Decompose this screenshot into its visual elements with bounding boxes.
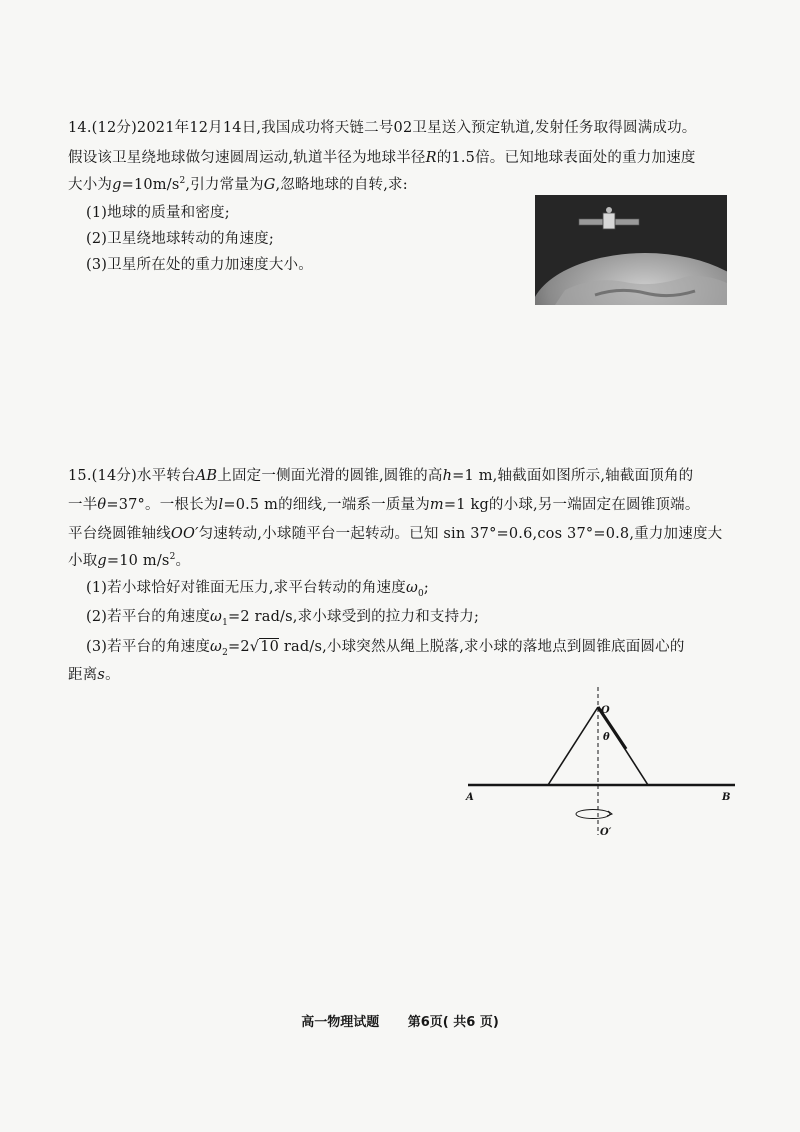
q15-line-8: 距离s。: [68, 667, 120, 683]
page-number: 第6页( 共6 页): [407, 1015, 499, 1030]
q15-line-3: 平台绕圆锥轴线OO′匀速转动,小球随平台一起转动。已知 sin 37°=0.6,cos 37°=0.8,重力加速度大: [68, 526, 723, 542]
q15-line-4: 小取g=10 $m/s^2$。: [68, 552, 191, 569]
page-footer: [0, 1011, 800, 1030]
cone-left-side: [548, 707, 598, 785]
satellite-earth-photo: [535, 195, 727, 305]
q14-subquestion-2: (2)卫星绕地球转动的角速度;: [86, 231, 274, 247]
q15-line-2: 一半θ=37°。一根长为l=0.5 m的细线,一端系一质量为m=1 kg的小球,另一端固定在圆锥顶端。: [68, 497, 700, 513]
label-a: A: [466, 792, 474, 803]
q14-subquestion-3: (3)卫星所在处的重力加速度大小。: [86, 257, 313, 273]
q14-line-2: 假设该卫星绕地球做匀速圆周运动,轨道半径为地球半径R的1.5倍。已知地球表面处的重力加速度: [68, 150, 696, 166]
rotation-arrow-icon: [576, 810, 610, 819]
exam-title: 高一物理试题: [301, 1015, 380, 1030]
label-o-prime: O′: [600, 827, 612, 838]
label-o: O: [601, 705, 610, 716]
q15-subquestion-2: (2)若平台的角速度$\omega_1=2$ rad/s,求小球受到的拉力和支持力;: [86, 609, 480, 628]
label-b: B: [722, 792, 731, 803]
q15-subquestion-1: (1)若小球恰好对锥面无压力,求平台转动的角速度$\omega_0$;: [86, 580, 430, 599]
q15-line-1: 15.(14分)水平转台AB上固定一侧面光滑的圆锥,圆锥的高h=1 m,轴截面如图所示,轴截面顶角的: [68, 468, 694, 484]
q14-line-1: 14.(12分)2021年12月14日,我国成功将天链二号02卫星送入预定轨道,发射任务取得圆满成功。: [68, 120, 697, 136]
q14-subquestion-1: (1)地球的质量和密度;: [86, 205, 230, 221]
cone-diagram: [460, 685, 745, 855]
q14-line-3: 大小为$g=10m/s^2$,引力常量为G,忽略地球的自转,求:: [68, 176, 408, 193]
q15-subquestion-3: (3)若平台的角速度$\omega_2=2√10$ rad/s,小球突然从绳上脱落,求小球的落地点到圆锥底面圆心的: [86, 639, 685, 658]
label-theta: θ: [603, 732, 610, 743]
